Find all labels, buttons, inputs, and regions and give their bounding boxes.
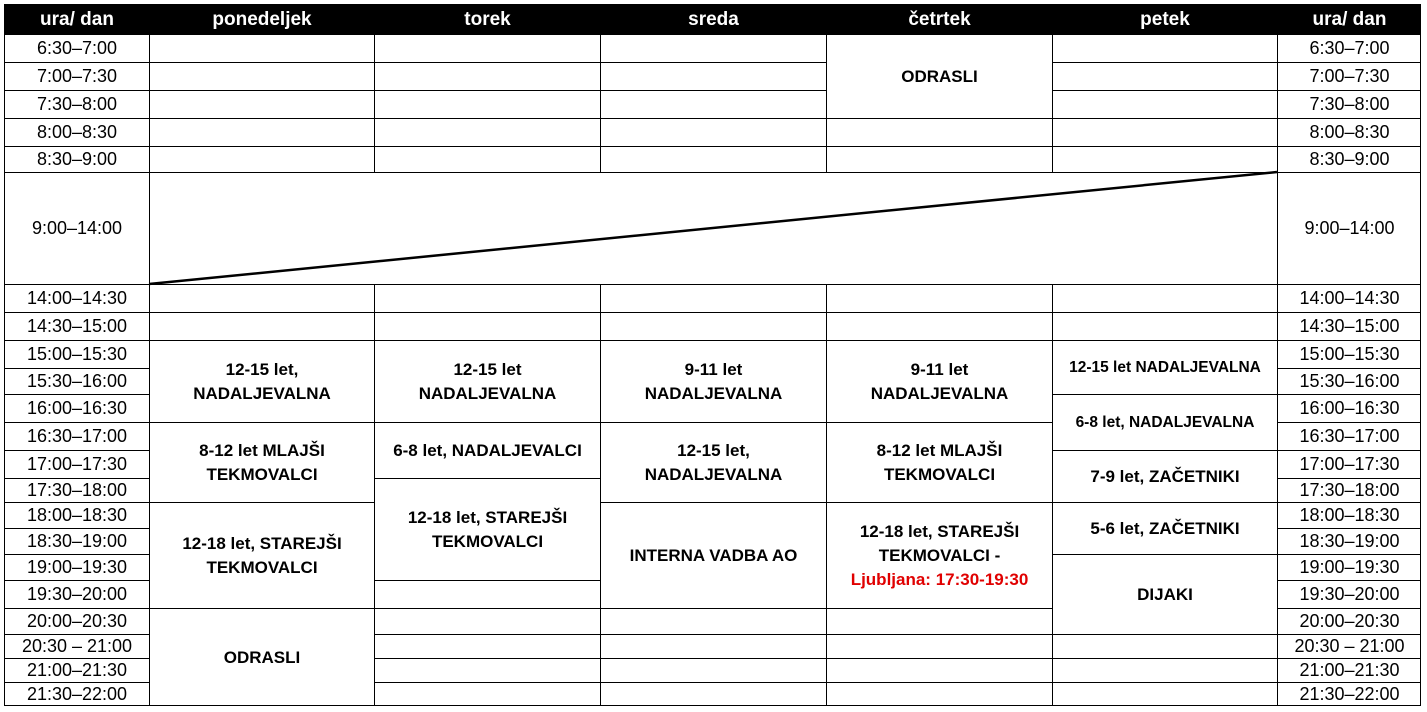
time-slot-left: 16:00–16:30 — [4, 394, 149, 422]
time-slot-right: 18:00–18:30 — [1277, 502, 1421, 528]
empty-cell — [826, 118, 1052, 146]
time-slot-right: 14:30–15:00 — [1277, 312, 1421, 340]
empty-cell — [374, 634, 600, 658]
empty-cell — [374, 312, 600, 340]
time-slot-right: 17:00–17:30 — [1277, 450, 1421, 478]
session-line: 8-12 let MLAJŠI — [199, 440, 325, 460]
session-pet-12-15 — [1052, 340, 1277, 394]
empty-cell — [600, 62, 826, 90]
session-pon-12-18 — [149, 502, 374, 608]
time-slot-right: 15:30–16:00 — [1277, 368, 1421, 394]
time-slot-right: 7:30–8:00 — [1277, 90, 1421, 118]
session-line: NADALJEVALNA — [870, 383, 1009, 403]
empty-cell — [374, 580, 600, 608]
empty-cell — [600, 608, 826, 634]
empty-cell — [600, 34, 826, 62]
time-slot-right: 21:30–22:00 — [1277, 682, 1421, 706]
time-slot-left: 8:00–8:30 — [4, 118, 149, 146]
session-line: NADALJEVALNA — [644, 383, 783, 403]
time-slot-left: 18:00–18:30 — [4, 502, 149, 528]
session-line: 12-15 let, — [225, 359, 299, 379]
header-time-column-right: ura/ dan — [1277, 4, 1421, 34]
empty-cell — [600, 658, 826, 682]
session-sre-9-11 — [600, 340, 826, 422]
session-line: 12-15 let, — [677, 440, 750, 460]
empty-cell — [826, 682, 1052, 706]
time-slot-right: 20:00–20:30 — [1277, 608, 1421, 634]
empty-cell — [600, 118, 826, 146]
time-slot-left: 20:00–20:30 — [4, 608, 149, 634]
empty-cell — [1052, 90, 1277, 118]
session-line: Ljubljana: 17:30-19:30 — [850, 569, 1029, 589]
session-line: NADALJEVALNA — [193, 383, 331, 403]
time-slot-left: 7:00–7:30 — [4, 62, 149, 90]
empty-cell — [374, 658, 600, 682]
empty-cell — [826, 634, 1052, 658]
session-cet-12-18 — [826, 502, 1052, 608]
session-pon-8-12 — [149, 422, 374, 502]
empty-cell — [149, 34, 374, 62]
time-slot-right: 17:30–18:00 — [1277, 478, 1421, 502]
session-line: 12-18 let, STAREJŠI — [182, 533, 342, 553]
session-line: NADALJEVALNA — [418, 383, 557, 403]
empty-cell — [600, 312, 826, 340]
header-day-0: ponedeljek — [149, 4, 374, 34]
session-tor-12-15 — [374, 340, 600, 422]
time-slot-left: 19:30–20:00 — [4, 580, 149, 608]
empty-cell — [374, 682, 600, 706]
session-cet-8-12 — [826, 422, 1052, 502]
empty-cell — [600, 146, 826, 172]
time-slot-right: 7:00–7:30 — [1277, 62, 1421, 90]
empty-cell — [826, 658, 1052, 682]
session-sre-12-15 — [600, 422, 826, 502]
empty-cell — [374, 62, 600, 90]
session-pon-odrasli — [149, 608, 374, 706]
time-slot-left: 9:00–14:00 — [4, 172, 149, 284]
time-slot-left: 21:30–22:00 — [4, 682, 149, 706]
header-day-2: sreda — [600, 4, 826, 34]
time-slot-left: 19:00–19:30 — [4, 554, 149, 580]
session-line: 9-11 let — [684, 359, 743, 379]
time-slot-left: 7:30–8:00 — [4, 90, 149, 118]
session-label: INTERNA VADBA AO — [629, 545, 798, 565]
time-slot-right: 15:00–15:30 — [1277, 340, 1421, 368]
closed-block — [149, 172, 1277, 284]
time-slot-right: 19:00–19:30 — [1277, 554, 1421, 580]
session-label: 7-9 let, ZAČETNIKI — [1090, 466, 1240, 486]
time-slot-left: 6:30–7:00 — [4, 34, 149, 62]
empty-cell — [149, 118, 374, 146]
empty-cell — [149, 312, 374, 340]
empty-cell — [374, 90, 600, 118]
session-label: 6-8 let, NADALJEVALNA — [1075, 413, 1255, 431]
empty-cell — [826, 284, 1052, 312]
session-label: ODRASLI — [223, 647, 301, 667]
time-slot-left: 18:30–19:00 — [4, 528, 149, 554]
time-slot-left: 15:30–16:00 — [4, 368, 149, 394]
session-cet-odrasli — [826, 34, 1052, 118]
session-line: TEKMOVALCI — [206, 464, 318, 484]
empty-cell — [826, 608, 1052, 634]
empty-cell — [374, 284, 600, 312]
session-line: 12-15 let — [453, 359, 522, 379]
empty-cell — [1052, 682, 1277, 706]
session-pet-7-9 — [1052, 450, 1277, 502]
time-slot-right: 21:00–21:30 — [1277, 658, 1421, 682]
session-pet-dijaki — [1052, 554, 1277, 634]
empty-cell — [600, 90, 826, 118]
time-slot-left: 21:00–21:30 — [4, 658, 149, 682]
session-label: ODRASLI — [901, 66, 978, 86]
time-slot-left: 17:30–18:00 — [4, 478, 149, 502]
session-line: TEKMOVALCI — [883, 464, 996, 484]
session-sre-interna — [600, 502, 826, 608]
time-slot-left: 8:30–9:00 — [4, 146, 149, 172]
empty-cell — [1052, 284, 1277, 312]
empty-cell — [600, 284, 826, 312]
time-slot-right: 20:30 – 21:00 — [1277, 634, 1421, 658]
empty-cell — [1052, 312, 1277, 340]
session-line: 12-18 let, STAREJŠI — [859, 521, 1020, 541]
time-slot-right: 6:30–7:00 — [1277, 34, 1421, 62]
empty-cell — [149, 62, 374, 90]
empty-cell — [826, 312, 1052, 340]
empty-cell — [374, 146, 600, 172]
time-slot-left: 20:30 – 21:00 — [4, 634, 149, 658]
time-slot-right: 16:00–16:30 — [1277, 394, 1421, 422]
session-line: 8-12 let MLAJŠI — [876, 440, 1003, 460]
empty-cell — [1052, 146, 1277, 172]
empty-cell — [149, 90, 374, 118]
session-cet-9-11 — [826, 340, 1052, 422]
empty-cell — [149, 146, 374, 172]
header-day-3: četrtek — [826, 4, 1052, 34]
session-pon-12-15 — [149, 340, 374, 422]
empty-cell — [1052, 118, 1277, 146]
session-line: TEKMOVALCI — [431, 531, 544, 551]
time-slot-left: 16:30–17:00 — [4, 422, 149, 450]
session-line: 9-11 let — [910, 359, 969, 379]
session-tor-6-8 — [374, 422, 600, 478]
time-slot-right: 9:00–14:00 — [1277, 172, 1421, 284]
time-slot-left: 15:00–15:30 — [4, 340, 149, 368]
empty-cell — [600, 634, 826, 658]
time-slot-right: 8:00–8:30 — [1277, 118, 1421, 146]
header-time-column: ura/ dan — [4, 4, 149, 34]
empty-cell — [374, 608, 600, 634]
time-slot-left: 17:00–17:30 — [4, 450, 149, 478]
time-slot-left: 14:30–15:00 — [4, 312, 149, 340]
session-tor-12-18 — [374, 478, 600, 580]
empty-cell — [1052, 34, 1277, 62]
header-day-4: petek — [1052, 4, 1277, 34]
session-label: 12-15 let NADALJEVALNA — [1069, 358, 1261, 376]
time-slot-right: 8:30–9:00 — [1277, 146, 1421, 172]
session-line: TEKMOVALCI - — [878, 545, 1001, 565]
empty-cell — [1052, 634, 1277, 658]
session-line: TEKMOVALCI — [206, 557, 318, 577]
empty-cell — [1052, 658, 1277, 682]
empty-cell — [149, 284, 374, 312]
time-slot-right: 16:30–17:00 — [1277, 422, 1421, 450]
session-label: DIJAKI — [1137, 584, 1193, 604]
time-slot-right: 18:30–19:00 — [1277, 528, 1421, 554]
empty-cell — [374, 118, 600, 146]
time-slot-right: 19:30–20:00 — [1277, 580, 1421, 608]
session-label: 6-8 let, NADALJEVALCI — [393, 440, 582, 460]
time-slot-left: 14:00–14:30 — [4, 284, 149, 312]
time-slot-right: 14:00–14:30 — [1277, 284, 1421, 312]
empty-cell — [1052, 62, 1277, 90]
session-line: 12-18 let, STAREJŠI — [407, 507, 568, 527]
session-line: NADALJEVALNA — [644, 464, 783, 484]
empty-cell — [826, 146, 1052, 172]
session-pet-6-8 — [1052, 394, 1277, 450]
session-label: 5-6 let, ZAČETNIKI — [1090, 518, 1240, 538]
empty-cell — [374, 34, 600, 62]
header-day-1: torek — [374, 4, 600, 34]
empty-cell — [600, 682, 826, 706]
session-pet-5-6 — [1052, 502, 1277, 554]
